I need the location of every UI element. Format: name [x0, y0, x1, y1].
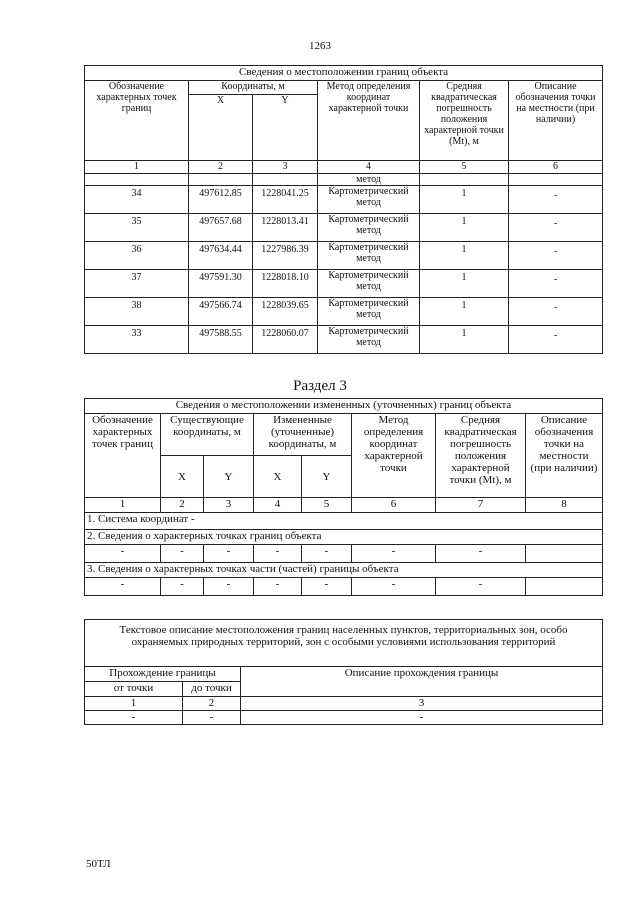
table-title: Сведения о местоположении измененных (уточненных) границ объекта: [85, 399, 603, 414]
header-to-point: до точки: [183, 682, 241, 697]
col-number: 6: [509, 161, 603, 174]
header-description: Описание прохождения границы: [241, 667, 603, 697]
method-cell: Картометрический метод: [318, 186, 420, 214]
col-number: 8: [526, 498, 603, 513]
table-body: [85, 186, 603, 354]
method-cell: Картометрический метод: [318, 270, 420, 298]
col-number: 3: [241, 697, 603, 711]
point-cell: 33: [85, 326, 189, 354]
empty-cell: [526, 545, 603, 563]
dash-cell: -: [85, 545, 161, 563]
point-cell: 34: [85, 186, 189, 214]
table-row: [85, 711, 603, 725]
header-passage: Прохождение границы: [85, 667, 241, 682]
col-number: 2: [189, 161, 253, 174]
accuracy-cell: 1: [420, 186, 509, 214]
description-cell: -: [509, 186, 603, 214]
table-row: [85, 270, 603, 298]
header-description: Описание обозначения точки на местности (при наличии): [509, 81, 603, 161]
method-cell: Картометрический метод: [318, 214, 420, 242]
dash-cell: -: [254, 578, 302, 596]
y-cell: 1228013.41: [253, 214, 318, 242]
y-cell: 1228060.07: [253, 326, 318, 354]
y-cell: 1228039.65: [253, 298, 318, 326]
col-number: 3: [253, 161, 318, 174]
description-cell: -: [509, 298, 603, 326]
table-row: [85, 326, 603, 354]
col-number: 4: [254, 498, 302, 513]
part-boundary-points-heading: 3. Сведения о характерных точках части (частей) границы объекта: [85, 563, 603, 578]
changed-boundaries-table: [84, 398, 603, 596]
col-number: 1: [85, 697, 183, 711]
table-row: [85, 545, 603, 563]
table-row: [85, 186, 603, 214]
y-cell: 1227986.39: [253, 242, 318, 270]
point-cell: 38: [85, 298, 189, 326]
table-title: Сведения о местоположении границ объекта: [85, 66, 603, 81]
coordinate-system-row: 1. Система координат -: [85, 513, 603, 530]
page-number: 1263: [309, 40, 331, 52]
header-from-point: от точки: [85, 682, 183, 697]
method-cell: Картометрический метод: [318, 298, 420, 326]
dash-cell: -: [436, 578, 526, 596]
method-cell: Картометрический метод: [318, 242, 420, 270]
dash-cell: -: [352, 578, 436, 596]
description-cell: -: [509, 214, 603, 242]
col-number: 3: [204, 498, 254, 513]
point-cell: 35: [85, 214, 189, 242]
col-number: 5: [420, 161, 509, 174]
description-cell: -: [509, 326, 603, 354]
text-description-table: [84, 619, 603, 725]
x-cell: 497634.44: [189, 242, 253, 270]
method-cell: Картометрический метод: [318, 326, 420, 354]
x-cell: 497566.74: [189, 298, 253, 326]
dash-cell: -: [302, 578, 352, 596]
col-number: 1: [85, 498, 161, 513]
footer-code: 50ТЛ: [86, 858, 111, 870]
x-cell: 497588.55: [189, 326, 253, 354]
header-designation: Обозначение характерных точек границ: [85, 414, 161, 498]
dash-cell: -: [241, 711, 603, 725]
accuracy-cell: 1: [420, 242, 509, 270]
point-cell: 36: [85, 242, 189, 270]
header-designation: Обозначение характерных точек границ: [85, 81, 189, 161]
dash-cell: -: [204, 545, 254, 563]
header-y: Y: [204, 456, 254, 498]
description-cell: -: [509, 270, 603, 298]
header-coordinates: Координаты, м: [189, 81, 318, 95]
dash-cell: -: [161, 578, 204, 596]
header-method: Метод определения координат характерной точки: [352, 414, 436, 498]
boundary-points-table: [84, 65, 603, 354]
empty-cell: [526, 578, 603, 596]
dash-cell: -: [352, 545, 436, 563]
y-cell: 1228018.10: [253, 270, 318, 298]
continuation-row: [85, 174, 603, 186]
x-cell: 497591.30: [189, 270, 253, 298]
header-changed-coordinates: Измененные (уточненные) координаты, м: [254, 414, 352, 456]
col-number: 2: [161, 498, 204, 513]
header-accuracy: Средняя квадратическая погрешность положения характерной точки (Mt), м: [420, 81, 509, 161]
header-method: Метод определения координат характерной точки: [318, 81, 420, 161]
header-existing-coordinates: Существующие координаты, м: [161, 414, 254, 456]
description-cell: -: [509, 242, 603, 270]
col-number: 4: [318, 161, 420, 174]
dash-cell: -: [254, 545, 302, 563]
continuation-method: метод: [318, 174, 420, 186]
accuracy-cell: 1: [420, 270, 509, 298]
col-number: 7: [436, 498, 526, 513]
header-description: Описание обозначения точки на местности (при наличии): [526, 414, 603, 498]
header-accuracy: Средняя квадратическая погрешность положения характерной точки (Mt), м: [436, 414, 526, 498]
accuracy-cell: 1: [420, 326, 509, 354]
col-number: 1: [85, 161, 189, 174]
dash-cell: -: [183, 711, 241, 725]
header-y: Y: [253, 95, 318, 161]
dash-cell: -: [161, 545, 204, 563]
dash-cell: -: [302, 545, 352, 563]
header-x: X: [254, 456, 302, 498]
accuracy-cell: 1: [420, 214, 509, 242]
dash-cell: -: [85, 578, 161, 596]
dash-cell: -: [85, 711, 183, 725]
boundary-points-heading: 2. Сведения о характерных точках границ объекта: [85, 530, 603, 545]
table-title: Текстовое описание местоположения границ населенных пунктов, территориальных зон, особо охраняемых природных территорий, зон с особыми условиями использования территорий: [85, 620, 603, 667]
accuracy-cell: 1: [420, 298, 509, 326]
table-row: [85, 214, 603, 242]
dash-cell: -: [204, 578, 254, 596]
table-row: [85, 578, 603, 596]
point-cell: 37: [85, 270, 189, 298]
header-y: Y: [302, 456, 352, 498]
x-cell: 497612.85: [189, 186, 253, 214]
y-cell: 1228041.25: [253, 186, 318, 214]
table-row: [85, 298, 603, 326]
col-number: 6: [352, 498, 436, 513]
col-number: 2: [183, 697, 241, 711]
col-number: 5: [302, 498, 352, 513]
section-title: Раздел 3: [293, 378, 347, 394]
header-x: X: [189, 95, 253, 161]
x-cell: 497657.68: [189, 214, 253, 242]
dash-cell: -: [436, 545, 526, 563]
header-x: X: [161, 456, 204, 498]
table-row: [85, 242, 603, 270]
